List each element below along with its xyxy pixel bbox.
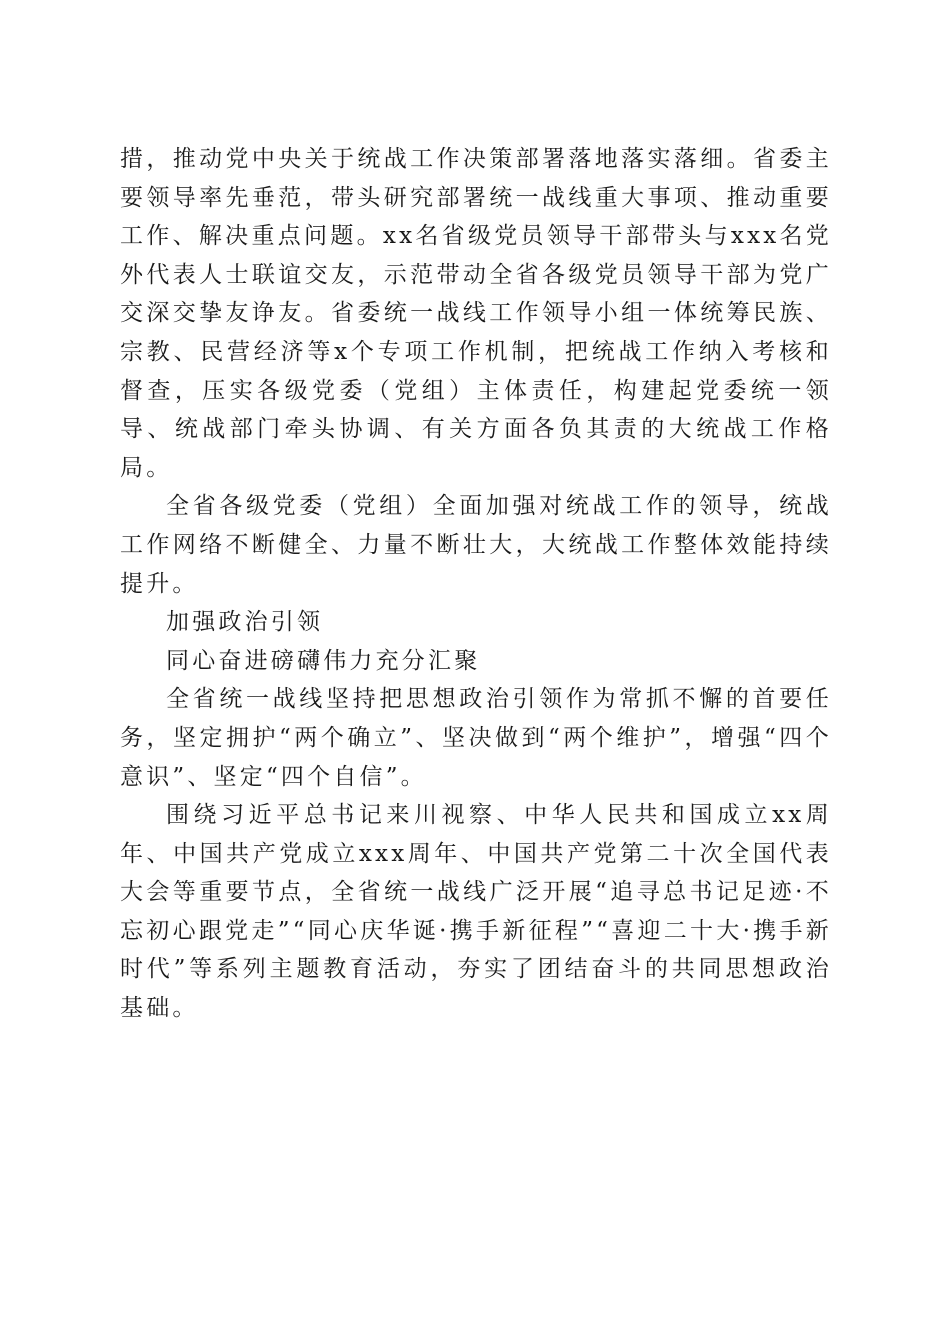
paragraph-continuation: 措，推动党中央关于统战工作决策部署落地落实落细。省委主要领导率先垂范，带头研究部署统一战线重大事项、推动重要工作、解决重点问题。xx名省级党员领导干部带头与xxx名党外代表人士联谊交友，示范带动全省各级党员领导干部为党广交深交挚友诤友。省委统一战线工作领导小组一体统筹民族、宗教、民营经济等x个专项工作机制，把统战工作纳入考核和督查，压实各级党委（党组）主体责任，构建起党委统一领导、统战部门牵头协调、有关方面各负其责的大统战工作格局。: [120, 146, 832, 481]
paragraph-theme-activities: 围绕习近平总书记来川视察、中华人民共和国成立xx周年、中国共产党成立xxx周年、中国共产党第二十次全国代表大会等重要节点，全省统一战线广泛开展“追寻总书记足迹·不忘初心跟党走”“同心庆华诞·携手新征程”“喜迎二十大·携手新时代”等系列主题教育活动，夯实了团结奋斗的共同思想政治基础。: [120, 802, 832, 1022]
section-heading: 加强政治引领: [166, 609, 324, 636]
document-body: [120, 140, 832, 1028]
section-subheading: 同心奋进磅礴伟力充分汇聚: [166, 647, 481, 674]
paragraph-party-leadership: 全省各级党委（党组）全面加强对统战工作的领导，统战工作网络不断健全、力量不断壮大，大统战工作整体效能持续提升。: [120, 493, 832, 597]
paragraph-political-guidance: 全省统一战线坚持把思想政治引领作为常抓不懈的首要任务，坚定拥护“两个确立”、坚决做到“两个维护”，增强“四个意识”、坚定“四个自信”。: [120, 686, 832, 790]
